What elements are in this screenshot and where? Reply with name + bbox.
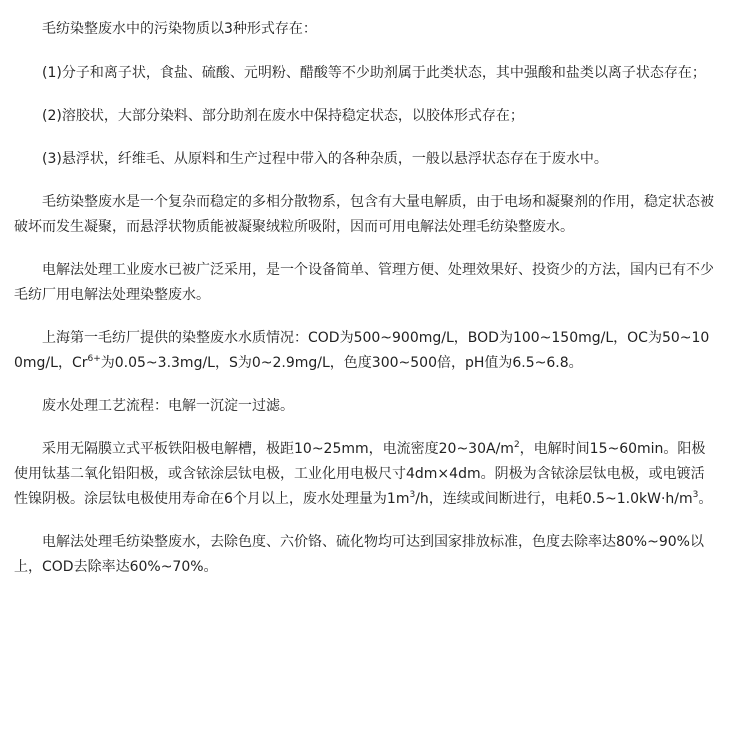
conditions-text-a: 采用无隔膜立式平板铁阳极电解槽，极距10~25mm，电流密度20~30A/m bbox=[42, 441, 514, 457]
process-flow-paragraph: 废水处理工艺流程：电解一沉淀一过滤。 bbox=[42, 398, 294, 414]
operating-conditions-paragraph bbox=[14, 437, 718, 512]
water-quality-paragraph bbox=[14, 326, 718, 376]
conditions-text-b: ，电解时间15~60min。阳极使用钛基二氧化铅阳极，或含铱涂层钛电极，工业化用电极尺寸4dm×4dm。阴极为含铱涂层钛电极，或电镀活性镍阴极。涂层钛电极使用寿命在6个月以上，废水处理量为1m bbox=[14, 441, 706, 507]
energy-volume-exponent-superscript: 3 bbox=[692, 490, 699, 500]
form-item-suspended: (3)悬浮状，纤维毛、从原料和生产过程中带入的各种杂质，一般以悬浮状态存在于废水中。 bbox=[42, 151, 608, 167]
area-exponent-superscript: 2 bbox=[513, 440, 520, 450]
chromium-charge-superscript: 6+ bbox=[87, 354, 101, 364]
result-paragraph: 电解法处理毛纺染整废水，去除色度、六价铬、硫化物均可达到国家排放标准，色度去除率达80%~90%以上，COD去除率达60%~70%。 bbox=[14, 534, 704, 575]
document-body bbox=[14, 17, 718, 598]
form-item-molecular-ionic: (1)分子和离子状，食盐、硫酸、元明粉、醋酸等不少助剂属于此类状态，其中强酸和盐类以离子状态存在； bbox=[42, 65, 706, 81]
summary-paragraph: 毛纺染整废水是一个复杂而稳定的多相分散物系，包含有大量电解质，由于电场和凝聚剂的作用，稳定状态被破坏而发生凝聚，而悬浮状物质能被凝聚绒粒所吸附，因而可用电解法处理毛纺染整废水。 bbox=[14, 194, 714, 235]
water-quality-text-b: 为0.05~3.3mg/L，S为0~2.9mg/L，色度300~500倍，pH值为6.5~6.8。 bbox=[100, 355, 583, 371]
intro-paragraph: 毛纺染整废水中的污染物质以3种形式存在： bbox=[42, 21, 317, 37]
electrolysis-paragraph: 电解法处理工业废水已被广泛采用，是一个设备简单、管理方便、处理效果好、投资少的方法，国内已有不少毛纺厂用电解法处理染整废水。 bbox=[14, 262, 714, 303]
form-item-colloidal: (2)溶胶状，大部分染料、部分助剂在废水中保持稳定状态，以胶体形式存在； bbox=[42, 108, 524, 124]
conditions-text-d: 。 bbox=[698, 491, 713, 507]
conditions-text-c: /h，连续或间断进行，电耗0.5~1.0kW·h/m bbox=[415, 491, 693, 507]
water-quality-text-a: 上海第一毛纺厂提供的染整废水水质情况：COD为500~900mg/L，BOD为100~150mg/L，OC为50~100mg/L，Cr bbox=[14, 330, 710, 371]
volume-exponent-superscript: 3 bbox=[409, 490, 416, 500]
